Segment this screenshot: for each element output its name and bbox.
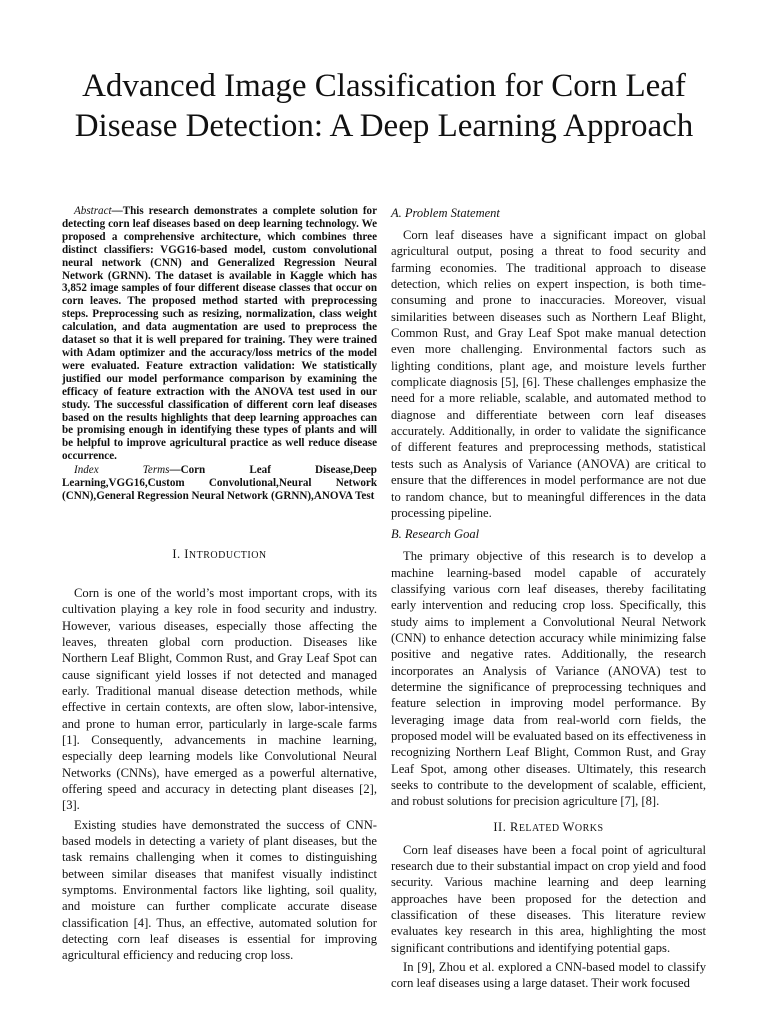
problem-statement-paragraph: Corn leaf diseases have a significant impact on global agricultural output, posing a threat to food security and farming economies. The traditional approach to disease detection, which relies on expert inspection, is both time-consuming and prone to inaccuracies. Moreover, visual similarities between diseases such as Northern Leaf Blight, Common Rust, and Gray Leaf Spot make manual detection even more challenging. Environmental factors such as lighting conditions, plant age, and moisture levels further complicate diagnosis [5], [6]. These challenges emphasize the need for a more reliable, scalable, and automated method to diagnose and differentiate between corn leaf diseases accurately. Additionally, in order to validate the significance of different features and preprocessing methods, statistical tests such as Analysis of Variance (ANOVA) are critical to ensure that the differences in model performance are not due to random chance, but to meaningful differences in the data processing pipeline. [391, 228, 706, 520]
paper-title: Advanced Image Classification for Corn Leaf Disease Detection: A Deep Learning Approach [74, 68, 694, 144]
section-heading-introduction: I. INTRODUCTION [172, 546, 267, 561]
right-column [391, 205, 706, 992]
related-works-paragraph: In [9], Zhou et al. explored a CNN-based model to classify corn leaf diseases using a large dataset. Their work focused [391, 960, 706, 991]
abstract-label: Abstract [74, 205, 112, 217]
intro-paragraph: Existing studies have demonstrated the success of CNN-based models in detecting a variety of plant diseases, but the task remains challenging when it comes to distinguishing between similar diseases that manifest visually indistinct symptoms. Environmental factors like lighting, soil quality, and moisture can further complicate accurate disease classification [4]. Thus, an effective, automated solution for detecting corn leaf diseases is essential for improving agricultural efficiency and reducing crop loss. [62, 817, 377, 963]
index-terms [62, 464, 377, 503]
research-goal-paragraph: The primary objective of this research is to develop a machine learning-based model capable of accurately classifying various corn leaf diseases, thereby facilitating early intervention and reducing crop loss. Specifically, this study aims to implement a Convolutional Neural Network (CNN) to enhance detection accuracy while minimizing false positive and negative rates. Additionally, the research incorporates an Analysis of Variance (ANOVA) test to determine the significance of preprocessing techniques and feature selection in improving model performance. By leveraging image data from real-world corn fields, the proposed model will be evaluated based on its effectiveness in recognizing Northern Leaf Blight, Common Rust, and Gray Leaf Spot, among other diseases. Ultimately, this research seeks to contribute to the development of scalable, efficient, and robust solutions for precision agriculture [7], [8]. [391, 549, 706, 809]
subsection-heading-research-goal: B. Research Goal [391, 527, 480, 542]
intro-paragraph: Corn is one of the world’s most important crops, with its cultivation playing a key role in food security and industry. However, various diseases, especially those affecting the leaves, threaten global corn production. Diseases like Northern Leaf Blight, Common Rust, and Gray Leaf Spot can cause significant yield losses if not detected and managed early. Traditional manual disease detection methods, while effective in certain contexts, are often slow, labor-intensive, and prone to human error, particularly in large-scale farms [1]. Consequently, advancements in machine learning, especially deep learning models like Convolutional Neural Networks (CNNs), have emerged as a powerful alternative, offering speed and accuracy in detecting plant diseases [2], [3]. [62, 585, 377, 813]
abstract-text: —This research demonstrates a complete solution for detecting corn leaf diseases based on deep learning technology. We proposed a comprehensive architecture, which combines three distinct classifiers: VGG16-based model, custom convolutional neural network (CNN) and Generalized Regression Neural Network (GRNN). The dataset is available in Kaggle which has 3,852 image samples of four different disease classes that occur on corn leaves. The proposed method started with preprocessing steps. Preprocessing such as resizing, normalization, class weight calculation, and data augmentation are used to preprocess the dataset so that it is well prepared for training. They were trained with Adam optimizer and the accuracy/loss metrics of the model were evaluated. Feature extraction validation: We statistically justified our model performance comparison by examining the efficacy of feature extraction with the ANOVA test used in our study. The successful classification of different corn leaf diseases based on the results highlights that deep learning approaches can be promising enough in identifying these types of plants and will be helpful to improve agricultural practice as well reduce disease occurrence. [62, 205, 377, 463]
section-heading-related-works: II. RELATED WORKS [493, 819, 604, 834]
index-terms-text: —Corn Leaf Disease,Deep Learning,VGG16,Custom Convolutional,Neural Network (CNN),General Regression Neural Network (GRNN),ANOVA Test [62, 464, 377, 502]
related-works-paragraph: Corn leaf diseases have been a focal point of agricultural research due to their substantial impact on crop yield and food security. Various machine learning and deep learning approaches have been proposed for the detection and classification of these diseases. This literature review evaluates key research in this area, highlighting the most significant contributions and identifying potential gaps. [391, 842, 706, 955]
index-terms-label: Index Terms [74, 464, 170, 477]
left-column [62, 205, 377, 964]
abstract [62, 205, 377, 463]
subsection-heading-problem-statement: A. Problem Statement [391, 206, 500, 220]
